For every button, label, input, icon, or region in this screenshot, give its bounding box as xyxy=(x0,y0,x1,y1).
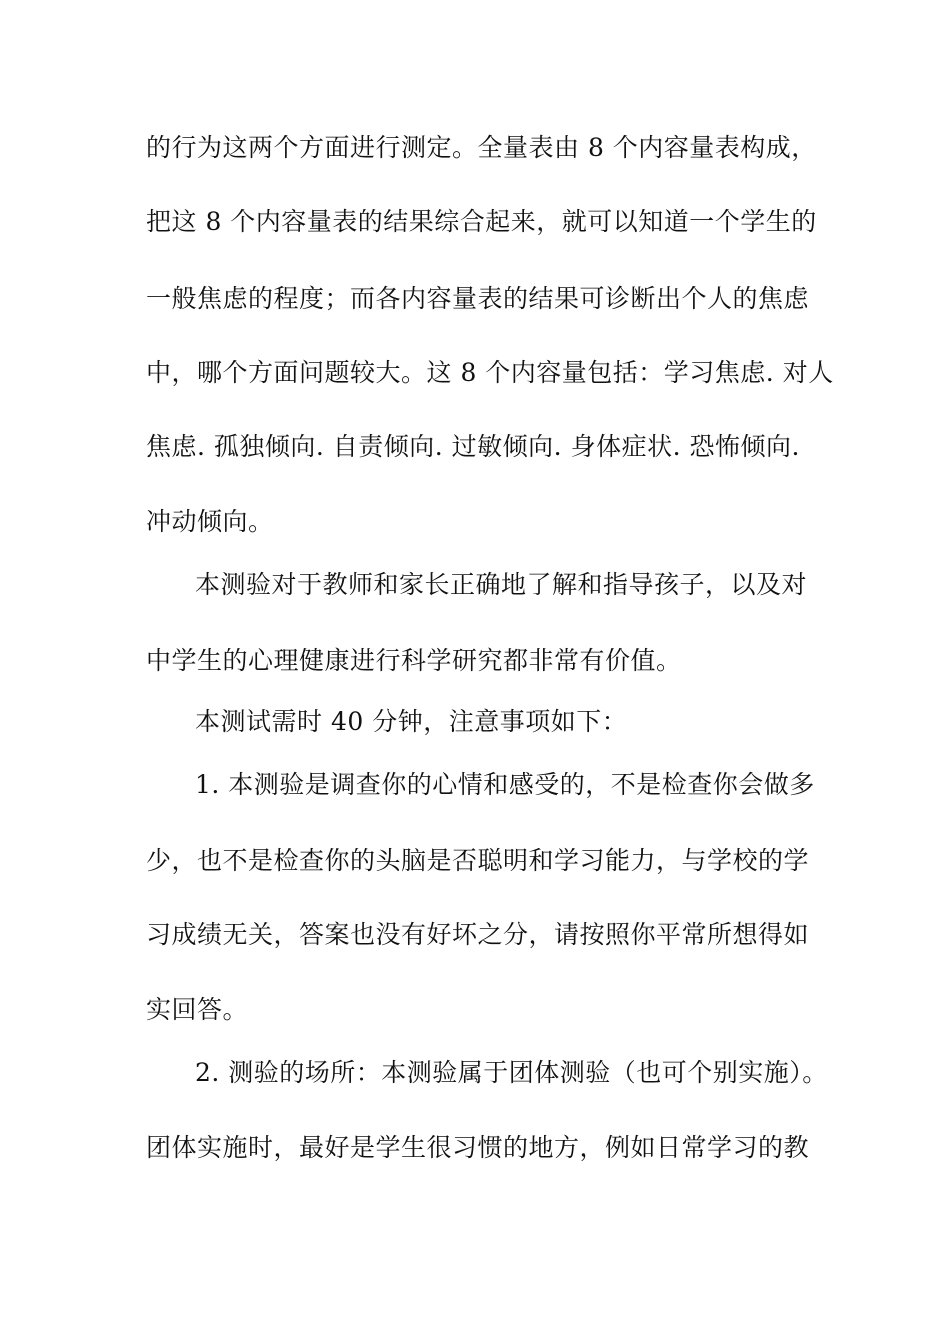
text-line: 实回答。 xyxy=(146,995,249,1024)
text-line: 冲动倾向。 xyxy=(146,507,274,536)
text-line: 中，哪个方面问题较大。这 8 个内容量包括：学习焦虑. 对人 xyxy=(146,358,834,387)
text-line: 一般焦虑的程度；而各内容量表的结果可诊断出个人的焦虑 xyxy=(146,284,810,313)
text-line: 团体实施时，最好是学生很习惯的地方，例如日常学习的教 xyxy=(146,1133,810,1162)
text-line: 2. 测验的场所：本测验属于团体测验（也可个别实施）。 xyxy=(195,1058,828,1087)
text-line: 本测验对于教师和家长正确地了解和指导孩子，以及对 xyxy=(195,570,808,599)
text-line: 焦虑. 孤独倾向. 自责倾向. 过敏倾向. 身体症状. 恐怖倾向. xyxy=(146,432,800,461)
text-line: 本测试需时 40 分钟，注意事项如下： xyxy=(195,707,628,736)
text-line: 把这 8 个内容量表的结果综合起来，就可以知道一个学生的 xyxy=(146,207,817,236)
text-line: 习成绩无关，答案也没有好坏之分，请按照你平常所想得如 xyxy=(146,920,810,949)
text-line: 1. 本测验是调查你的心情和感受的，不是检查你会做多 xyxy=(195,770,815,799)
text-line: 的行为这两个方面进行测定。全量表由 8 个内容量表构成， xyxy=(146,133,817,162)
text-line: 中学生的心理健康进行科学研究都非常有价值。 xyxy=(146,646,682,675)
text-line: 少，也不是检查你的头脑是否聪明和学习能力，与学校的学 xyxy=(146,846,810,875)
